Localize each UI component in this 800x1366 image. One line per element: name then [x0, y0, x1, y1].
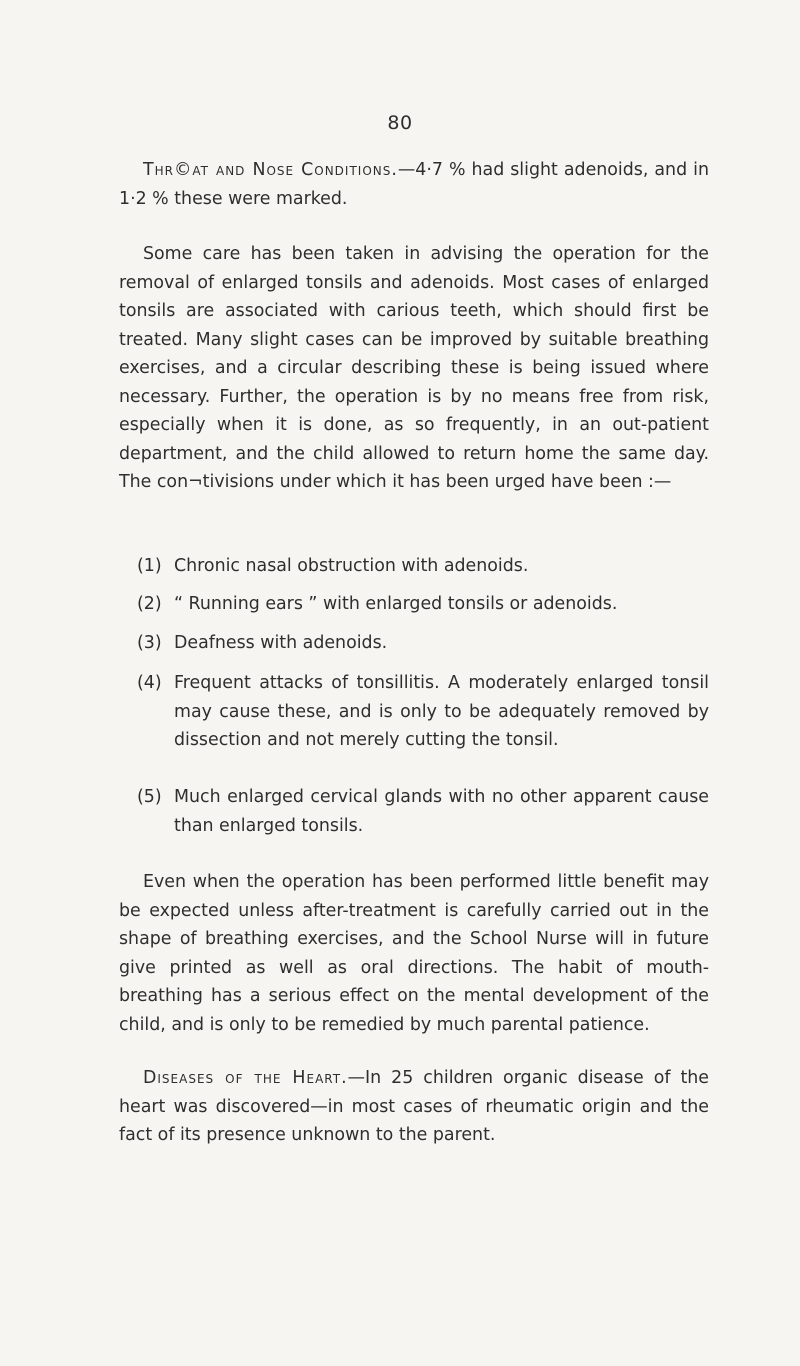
condition-item-1: [137, 552, 709, 581]
throat-nose-paragraph: [119, 156, 709, 213]
condition-text: “ Running ears ” with enlarged tonsils or adenoids.: [174, 594, 618, 614]
condition-number: (1): [137, 556, 162, 576]
throat-nose-text: —4·7 % had slight adenoids, and in 1·2 % these were marked.: [119, 160, 709, 209]
condition-text: Frequent attacks of tonsillitis. A moderately enlarged tonsil may cause these, and is only to be adequately removed by dissection and not merely cutting the tonsil.: [174, 673, 709, 750]
condition-text: Deafness with adenoids.: [174, 633, 388, 653]
heart-paragraph: [119, 1064, 709, 1150]
heart-text: —In 25 children organic disease of the heart was discovered—in most cases of rheumatic origin and the fact of its presence unknown to the parent.: [119, 1068, 709, 1145]
condition-item-2: [137, 590, 709, 619]
condition-number: (3): [137, 633, 162, 653]
condition-text: Much enlarged cervical glands with no other apparent cause than enlarged tonsils.: [174, 787, 709, 836]
condition-number: (5): [137, 787, 162, 807]
condition-item-3: [137, 629, 709, 658]
condition-number: (4): [137, 673, 162, 693]
condition-item-4: [137, 669, 709, 755]
throat-nose-heading: Thr©at and Nose Conditions.: [143, 160, 398, 180]
care-paragraph: Some care has been taken in advising the operation for the removal of enlarged tonsils and adenoids. Most cases of enlarged tonsils are associated with carious teeth, which should first be treated. Many slight cases can be improved by suitable breathing exercises, and a circular describing these is being issued where necessary. Further, the operation is by no means free from risk, especially when it is done, as so frequently, in an out-patient department, and the child allowed to return home the same day. The con¬tivisions under which it has been urged have been :—: [119, 244, 709, 492]
heart-heading: Diseases of the Heart.: [143, 1068, 348, 1088]
page-number: 80: [387, 112, 413, 134]
condition-number: (2): [137, 594, 162, 614]
condition-item-5: [137, 783, 709, 840]
condition-text: Chronic nasal obstruction with adenoids.: [174, 556, 529, 576]
after-treatment-paragraph: Even when the operation has been performed little benefit may be expected unless after-treatment is carefully carried out in the shape of breathing exercises, and the School Nurse will in future give printed as well as oral directions. The habit of mouth-breathing has a serious effect on the mental development of the child, and is only to be remedied by much parental patience.: [119, 872, 709, 1035]
